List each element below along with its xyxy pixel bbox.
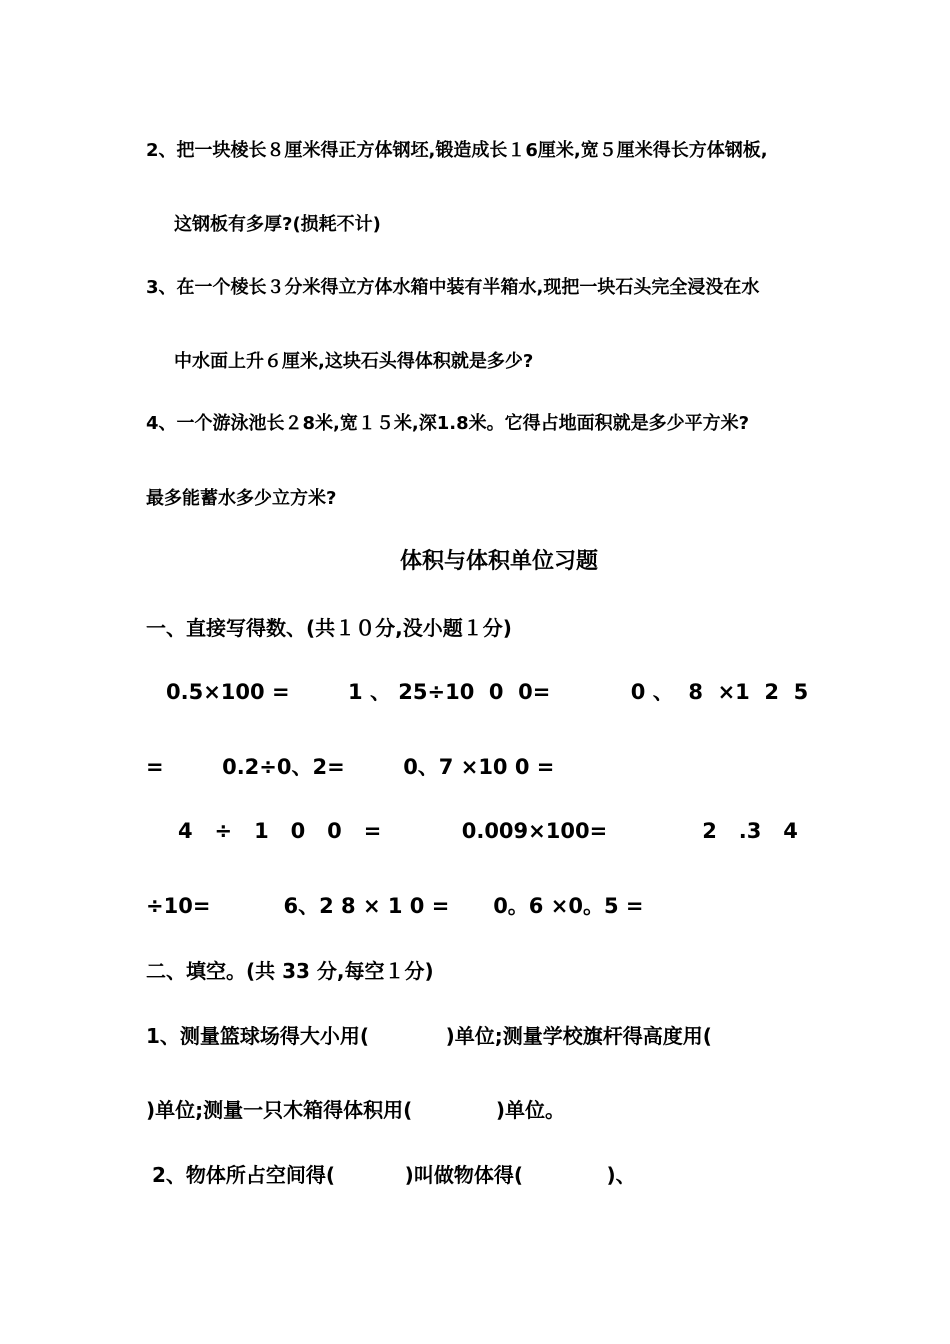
word-problem-3-line-1: 3、在一个棱长３分米得立方体水箱中装有半箱水,现把一块石头完全浸没在水 xyxy=(146,277,760,298)
page-title: 体积与体积单位习题 xyxy=(400,549,599,574)
section-1-heading: 一、直接写得数、(共１０分,没小题１分) xyxy=(146,616,512,640)
section-2-line-3: 2、物体所占空间得( )叫做物体得( )、 xyxy=(152,1163,636,1187)
section-2-line-1: 1、测量篮球场得大小用( )单位;测量学校旗杆得高度用( xyxy=(146,1024,712,1048)
word-problem-2-line-2: 这钢板有多厚?(损耗不计) xyxy=(174,214,381,235)
word-problem-4-line-2: 最多能蓄水多少立方米? xyxy=(146,488,337,509)
word-problem-3-line-2: 中水面上升６厘米,这块石头得体积就是多少? xyxy=(174,351,534,372)
section-1-line-2: = 0.2÷0、2= 0、7 ×10 0 = xyxy=(146,755,555,779)
word-problem-4-line-1: 4、一个游泳池长２8米,宽１５米,深1.8米。它得占地面积就是多少平方米? xyxy=(146,413,750,434)
word-problem-2-line-1: 2、把一块棱长８厘米得正方体钢坯,锻造成长１6厘米,宽５厘米得长方体钢板, xyxy=(146,140,768,161)
section-2-heading: 二、填空。(共 33 分,每空１分) xyxy=(146,959,434,983)
section-1-line-4: ÷10= 6、2 8 × 1 0 = 0。6 ×0。5 = xyxy=(146,894,644,918)
section-1-line-1: 0.5×100 = 1 、 25÷10 0 0= 0 、 8 ×1 2 5 xyxy=(166,680,809,704)
section-2-line-2: )单位;测量一只木箱得体积用( )单位。 xyxy=(146,1098,565,1122)
section-1-line-3: 4 ÷ 1 0 0 = 0.009×100= 2 .3 4 xyxy=(178,819,798,843)
